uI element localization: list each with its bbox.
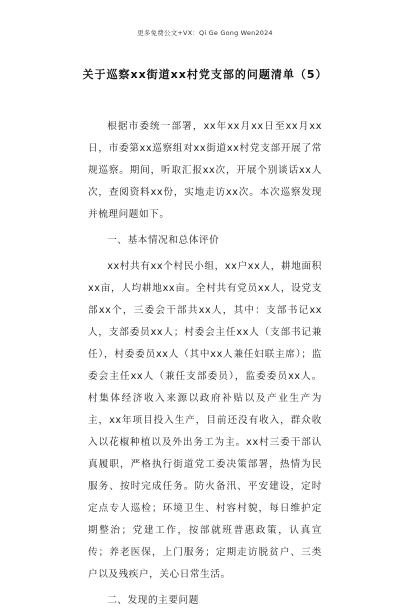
section-1-heading: 一、基本情况和总体评价 (107, 235, 220, 246)
document-body (88, 116, 322, 612)
section-2-heading: 二、发现的主要问题 (107, 595, 199, 606)
document-title: 关于巡察xx街道xx村党支部的问题清单（5） (82, 68, 328, 81)
intro-paragraph: 根据市委统一部署，xx年xx月xx日至xx月xx日，市委第xx巡察组对xx街道xx村党支部开展了常规巡察。期间，听取汇报xx次，开展个别谈话xx人次，查阅资料xx份，实地走访xx次。本次巡察发现并梳理问题如下。 (88, 121, 322, 220)
section-1-body: xx村共有xx个村民小组，xx户xx人，耕地面积xx亩，人均耕地xx亩。全村共有党员xx人，设党支部xx个，三委会干部共xx人，其中：支部书记xx人，支部委员xx人；村委会主任xx人（支部书记兼任），村委委员xx人（其中xx人兼任妇联主席）；监委会主任xx人（兼任支部委员），监委委员xx人。村集体经济收入来源以政府补贴以及产业生产为主，xx年项目投入生产，目前还没有收入，群众收入以花椒种植以及外出务工为主。xx村三委干部认真履职，严格执行街道党工委决策部署，热情为民服务、按时完成任务。防火备汛、平安建设，定时定点专人巡检；环境卫生、村容村貌，每日维护定期整治；党建工作，按部就班普惠政策，认真宣传；养老医保，上门服务；定期走访脱贫户、三类户以及残疾户，关心日常生活。 (88, 261, 322, 580)
header-note: 更多免费公文+VX：Qi Ge Gong Wen2024 (137, 29, 273, 37)
